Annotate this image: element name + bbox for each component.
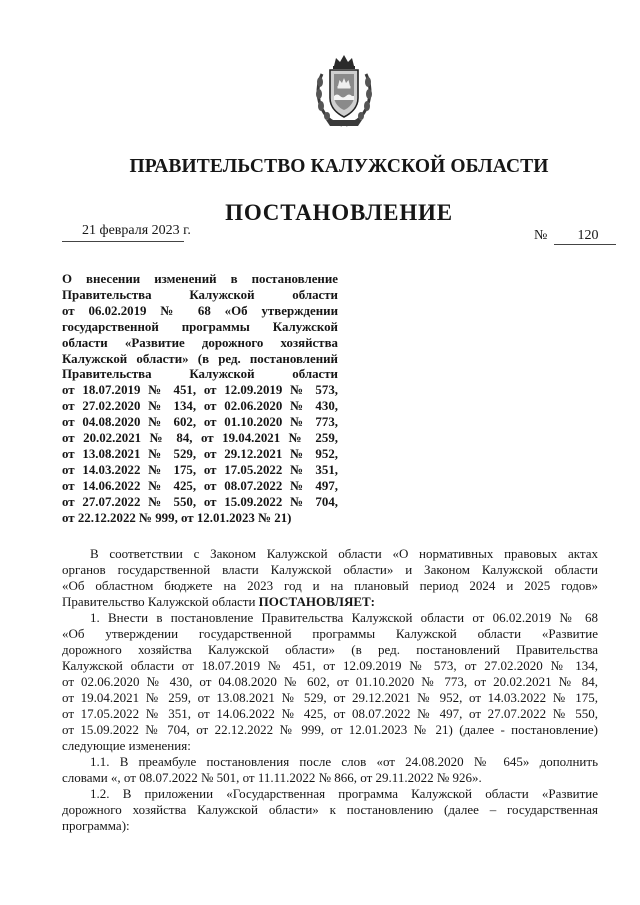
item-1-2-paragraph: [62, 786, 598, 834]
subject-line: от 18.07.2019 № 451, от 12.09.2019 № 573,: [62, 383, 338, 398]
item-1-line: дорожного хозяйства Калужской области» (в ред. постановлений Правительства: [62, 642, 598, 657]
item-1-line: следующие изменения:: [62, 738, 191, 753]
item-1-1-paragraph: [62, 754, 598, 786]
government-name: ПРАВИТЕЛЬСТВО КАЛУЖСКОЙ ОБЛАСТИ: [129, 156, 549, 177]
preamble-line: «Об областном бюджете на 2023 год и на плановый период 2024 и 2025 годов»: [62, 578, 598, 593]
item-1-line: «Об утверждении государственной программы Калужской области «Развитие: [62, 626, 598, 641]
item-1-line: Калужской области от 18.07.2019 № 451, от 12.09.2019 № 573, от 27.02.2020 № 134,: [62, 658, 598, 673]
subject-line: от 14.03.2022 № 175, от 17.05.2022 № 351,: [62, 462, 338, 477]
item-1-1-line: 1.1. В преамбуле постановления после слов «от 24.08.2020 № 645» дополнить: [90, 754, 598, 769]
item-1-line: от 19.04.2021 № 259, от 13.08.2021 № 529, от 29.12.2021 № 952, от 14.03.2022 № 175,: [62, 690, 598, 705]
subject-line: от 27.07.2022 № 550, от 15.09.2022 № 704,: [62, 494, 338, 509]
document-body: [62, 546, 598, 834]
number-underline: [554, 244, 616, 245]
subject-line: от 04.08.2020 № 602, от 01.10.2020 № 773,: [62, 415, 338, 430]
date-underline: [62, 241, 184, 242]
item-1-line: от 15.09.2022 № 704, от 22.12.2022 № 999, от 12.01.2023 № 21) (далее - постановление): [62, 722, 598, 737]
coat-of-arms-emblem: [312, 52, 376, 128]
subject-line: Правительства Калужской области: [62, 287, 338, 302]
subject-line: от 06.02.2019 № 68 «Об утверждении: [62, 303, 338, 318]
preamble-line: органов государственной власти Калужской области» и Законом Калужской области: [62, 562, 598, 577]
subject-line: области «Развитие дорожного хозяйства: [62, 335, 338, 350]
document-number: 120: [577, 228, 599, 243]
item-1-line: от 17.05.2022 № 351, от 14.06.2022 № 425, от 08.07.2022 № 497, от 27.07.2022 № 550,: [62, 706, 598, 721]
preamble-paragraph: [62, 546, 598, 610]
document-date: 21 февраля 2023 г.: [82, 223, 191, 238]
item-1-line: от 02.06.2020 № 430, от 04.08.2020 № 602, от 01.10.2020 № 773, от 20.02.2021 № 84,: [62, 674, 598, 689]
subject-line: Калужской области» (в ред. постановлений: [62, 351, 338, 366]
subject-line: от 13.08.2021 № 529, от 29.12.2021 № 952,: [62, 446, 338, 461]
item-1-2-line: 1.2. В приложении «Государственная программа Калужской области «Развитие: [90, 786, 598, 801]
subject-line: от 27.02.2020 № 134, от 02.06.2020 № 430,: [62, 399, 338, 414]
item-1-line: 1. Внести в постановление Правительства Калужской области от 06.02.2019 № 68: [90, 610, 598, 625]
document-subject: [62, 272, 338, 527]
preamble-prefix: Правительство Калужской области: [62, 594, 259, 609]
subject-line: Правительства Калужской области: [62, 367, 338, 382]
subject-line: от 14.06.2022 № 425, от 08.07.2022 № 497,: [62, 478, 338, 493]
subject-line: О внесении изменений в постановление: [62, 272, 338, 286]
resolves-keyword: ПОСТАНОВЛЯЕТ:: [258, 594, 375, 609]
item-1-2-line: программа):: [62, 818, 130, 833]
subject-line: от 22.12.2022 № 999, от 12.01.2023 № 21): [62, 510, 292, 525]
preamble-line: В соответствии с Законом Калужской области «О нормативных правовых актах: [90, 546, 598, 561]
preamble-line: [62, 594, 598, 610]
item-1-paragraph: [62, 610, 598, 754]
item-1-1-line: словами «, от 08.07.2022 № 501, от 11.11.2022 № 866, от 29.11.2022 № 926».: [62, 770, 482, 785]
document-type-title: ПОСТАНОВЛЕНИЕ: [225, 200, 453, 225]
subject-line: от 20.02.2021 № 84, от 19.04.2021 № 259,: [62, 431, 338, 446]
number-sign: №: [534, 228, 548, 243]
subject-line: государственной программы Калужской: [62, 319, 338, 334]
item-1-2-line: дорожного хозяйства Калужской области» к постановлению (далее – государственная: [62, 802, 598, 817]
